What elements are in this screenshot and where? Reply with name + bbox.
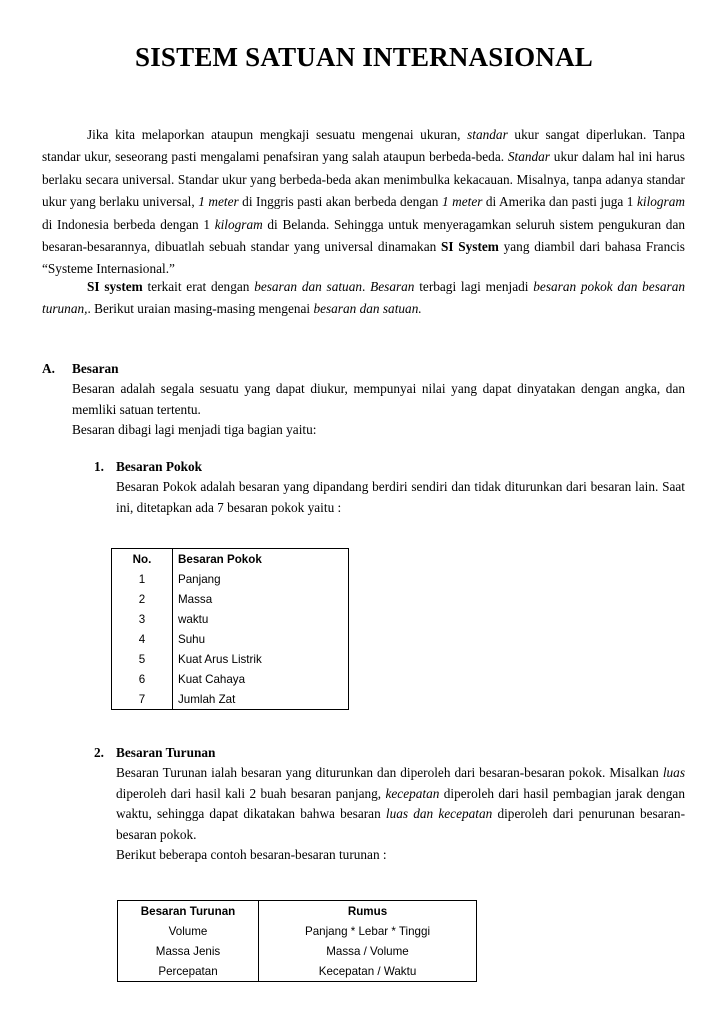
column-header-besaran-pokok: Besaran Pokok — [178, 552, 262, 566]
sub1-heading: Besaran Pokok — [116, 459, 203, 474]
section-a-heading: Besaran — [72, 361, 119, 376]
table-cell-name: Jumlah Zat — [178, 692, 236, 706]
section-a-label: A. — [42, 361, 55, 376]
table-row — [118, 941, 477, 961]
section-a-division: Besaran dibagi lagi menjadi tiga bagian yaitu: — [72, 422, 317, 437]
sub2-examples-intro: Berikut beberapa contoh besaran-besaran turunan : — [116, 847, 387, 862]
table-header-row — [118, 901, 477, 922]
table-row — [118, 961, 477, 982]
sub2-definition: Besaran Turunan ialah besaran yang diturunkan dan diperoleh dari besaran-besaran pokok. Misalkan luas diperoleh dari hasil kali 2 buah besaran panjang, kecepatan diperoleh dari hasil pembagian jarak dengan waktu, sehingga dapat dikatakan bahwa besaran luas dan kecepatan diperoleh dari penurunan besaran-besaran pokok. — [116, 765, 686, 842]
emphasis-text: Standar — [507, 149, 550, 165]
table-cell-name: Panjang — [178, 572, 221, 586]
table-row — [112, 569, 349, 589]
emphasis-text: besaran dan satuan. — [313, 301, 422, 317]
emphasis-text: 1 meter — [441, 194, 483, 210]
table-row — [112, 649, 349, 669]
table-cell-no: 6 — [112, 669, 173, 689]
emphasis-text: kilogram — [636, 194, 685, 210]
sub1-body: Besaran Pokok adalah besaran yang dipandang berdiri sendiri dan tidak diturunkan dari besaran lain. Saat ini, ditetapkan ada 7 besaran pokok yaitu : — [116, 479, 685, 515]
emphasis-text: luas dan kecepatan — [385, 806, 493, 821]
table-row — [118, 921, 477, 941]
sub1-label: 1. — [94, 459, 104, 474]
bold-text: SI System — [440, 239, 499, 255]
page-title: SISTEM SATUAN INTERNASIONAL — [134, 42, 593, 72]
table-header-row — [112, 549, 349, 570]
sub2-label: 2. — [94, 745, 104, 760]
table-row — [112, 629, 349, 649]
table-row — [112, 609, 349, 629]
table-cell-formula: Kecepatan / Waktu — [318, 964, 417, 978]
table-besaran-turunan — [117, 900, 477, 982]
table-cell-no: 7 — [112, 689, 173, 710]
emphasis-text: standar — [467, 127, 508, 142]
section-a-body — [72, 379, 685, 441]
table-cell-no: 4 — [112, 629, 173, 649]
emphasis-text: kilogram — [214, 216, 263, 232]
table-cell-name: Kuat Cahaya — [178, 672, 246, 686]
table-row — [112, 669, 349, 689]
emphasis-text: besaran pokok dan besaran turunan, — [42, 279, 685, 317]
emphasis-text: kecepatan — [385, 785, 440, 801]
table-row — [112, 689, 349, 710]
table-cell-no: 2 — [112, 589, 173, 609]
table-cell-no: 3 — [112, 609, 173, 629]
bold-text: SI system — [87, 279, 143, 294]
table-cell-name: waktu — [178, 612, 209, 626]
emphasis-text: luas — [662, 765, 685, 780]
table-cell-name: Massa Jenis — [118, 941, 259, 961]
table-besaran-pokok — [111, 548, 349, 710]
table-cell-name: Percepatan — [118, 961, 259, 982]
column-header-no: No. — [112, 549, 173, 570]
section-a-definition: Besaran adalah segala sesuatu yang dapat diukur, mempunyai nilai yang dapat dinyatakan dengan angka, dan memliki satuan tertentu. — [72, 381, 685, 417]
table-row — [112, 589, 349, 609]
sub2-body — [116, 763, 685, 866]
column-header-besaran-turunan: Besaran Turunan — [118, 901, 259, 922]
table-cell-name: Kuat Arus Listrik — [178, 652, 262, 666]
table-cell-formula: Panjang * Lebar * Tinggi — [304, 924, 431, 938]
table-cell-name: Massa — [178, 592, 213, 606]
table-cell-no: 5 — [112, 649, 173, 669]
table-cell-name: Suhu — [178, 632, 206, 646]
intro-paragraph-1: Jika kita melaporkan ataupun mengkaji sesuatu mengenai ukuran, standar ukur sangat diperlukan. Tanpa standar ukur, seseorang pasti mengalami penafsiran yang salah ataupun berbeda-beda. Standar ukur dalam hal ini harus berlaku secara universal. Standar ukur yang berbeda-beda akan menimbulka kekacauan. Misalnya, tanpa adanya standar ukur yang berlaku universal, 1 meter di Inggris pasti akan berbeda dengan 1 meter di Amerika dan pasti juga 1 kilogram di Indonesia berbeda dengan 1 kilogram di Belanda. Sehingga untuk menyeragamkan seluruh sistem pengukuran dan besaran-besarannya, dibuatlah sebuah standar yang universal dinamakan SI System yang diambil dari bahasa Francis “Systeme Internasional.” — [42, 127, 685, 277]
sub2-heading: Besaran Turunan — [116, 745, 216, 760]
emphasis-text: besaran dan satuan — [254, 279, 363, 294]
emphasis-text: 1 meter — [198, 194, 239, 210]
intro-paragraph-2: SI system terkait erat dengan besaran dan satuan. Besaran terbagi lagi menjadi besaran pokok dan besaran turunan,. Berikut uraian masing-masing mengenai besaran dan satuan. — [42, 279, 685, 317]
table-cell-formula: Massa / Volume — [326, 944, 409, 958]
emphasis-text: Besaran — [370, 279, 415, 294]
table-cell-name: Volume — [118, 921, 259, 941]
table-cell-no: 1 — [112, 569, 173, 589]
column-header-rumus: Rumus — [347, 904, 388, 918]
